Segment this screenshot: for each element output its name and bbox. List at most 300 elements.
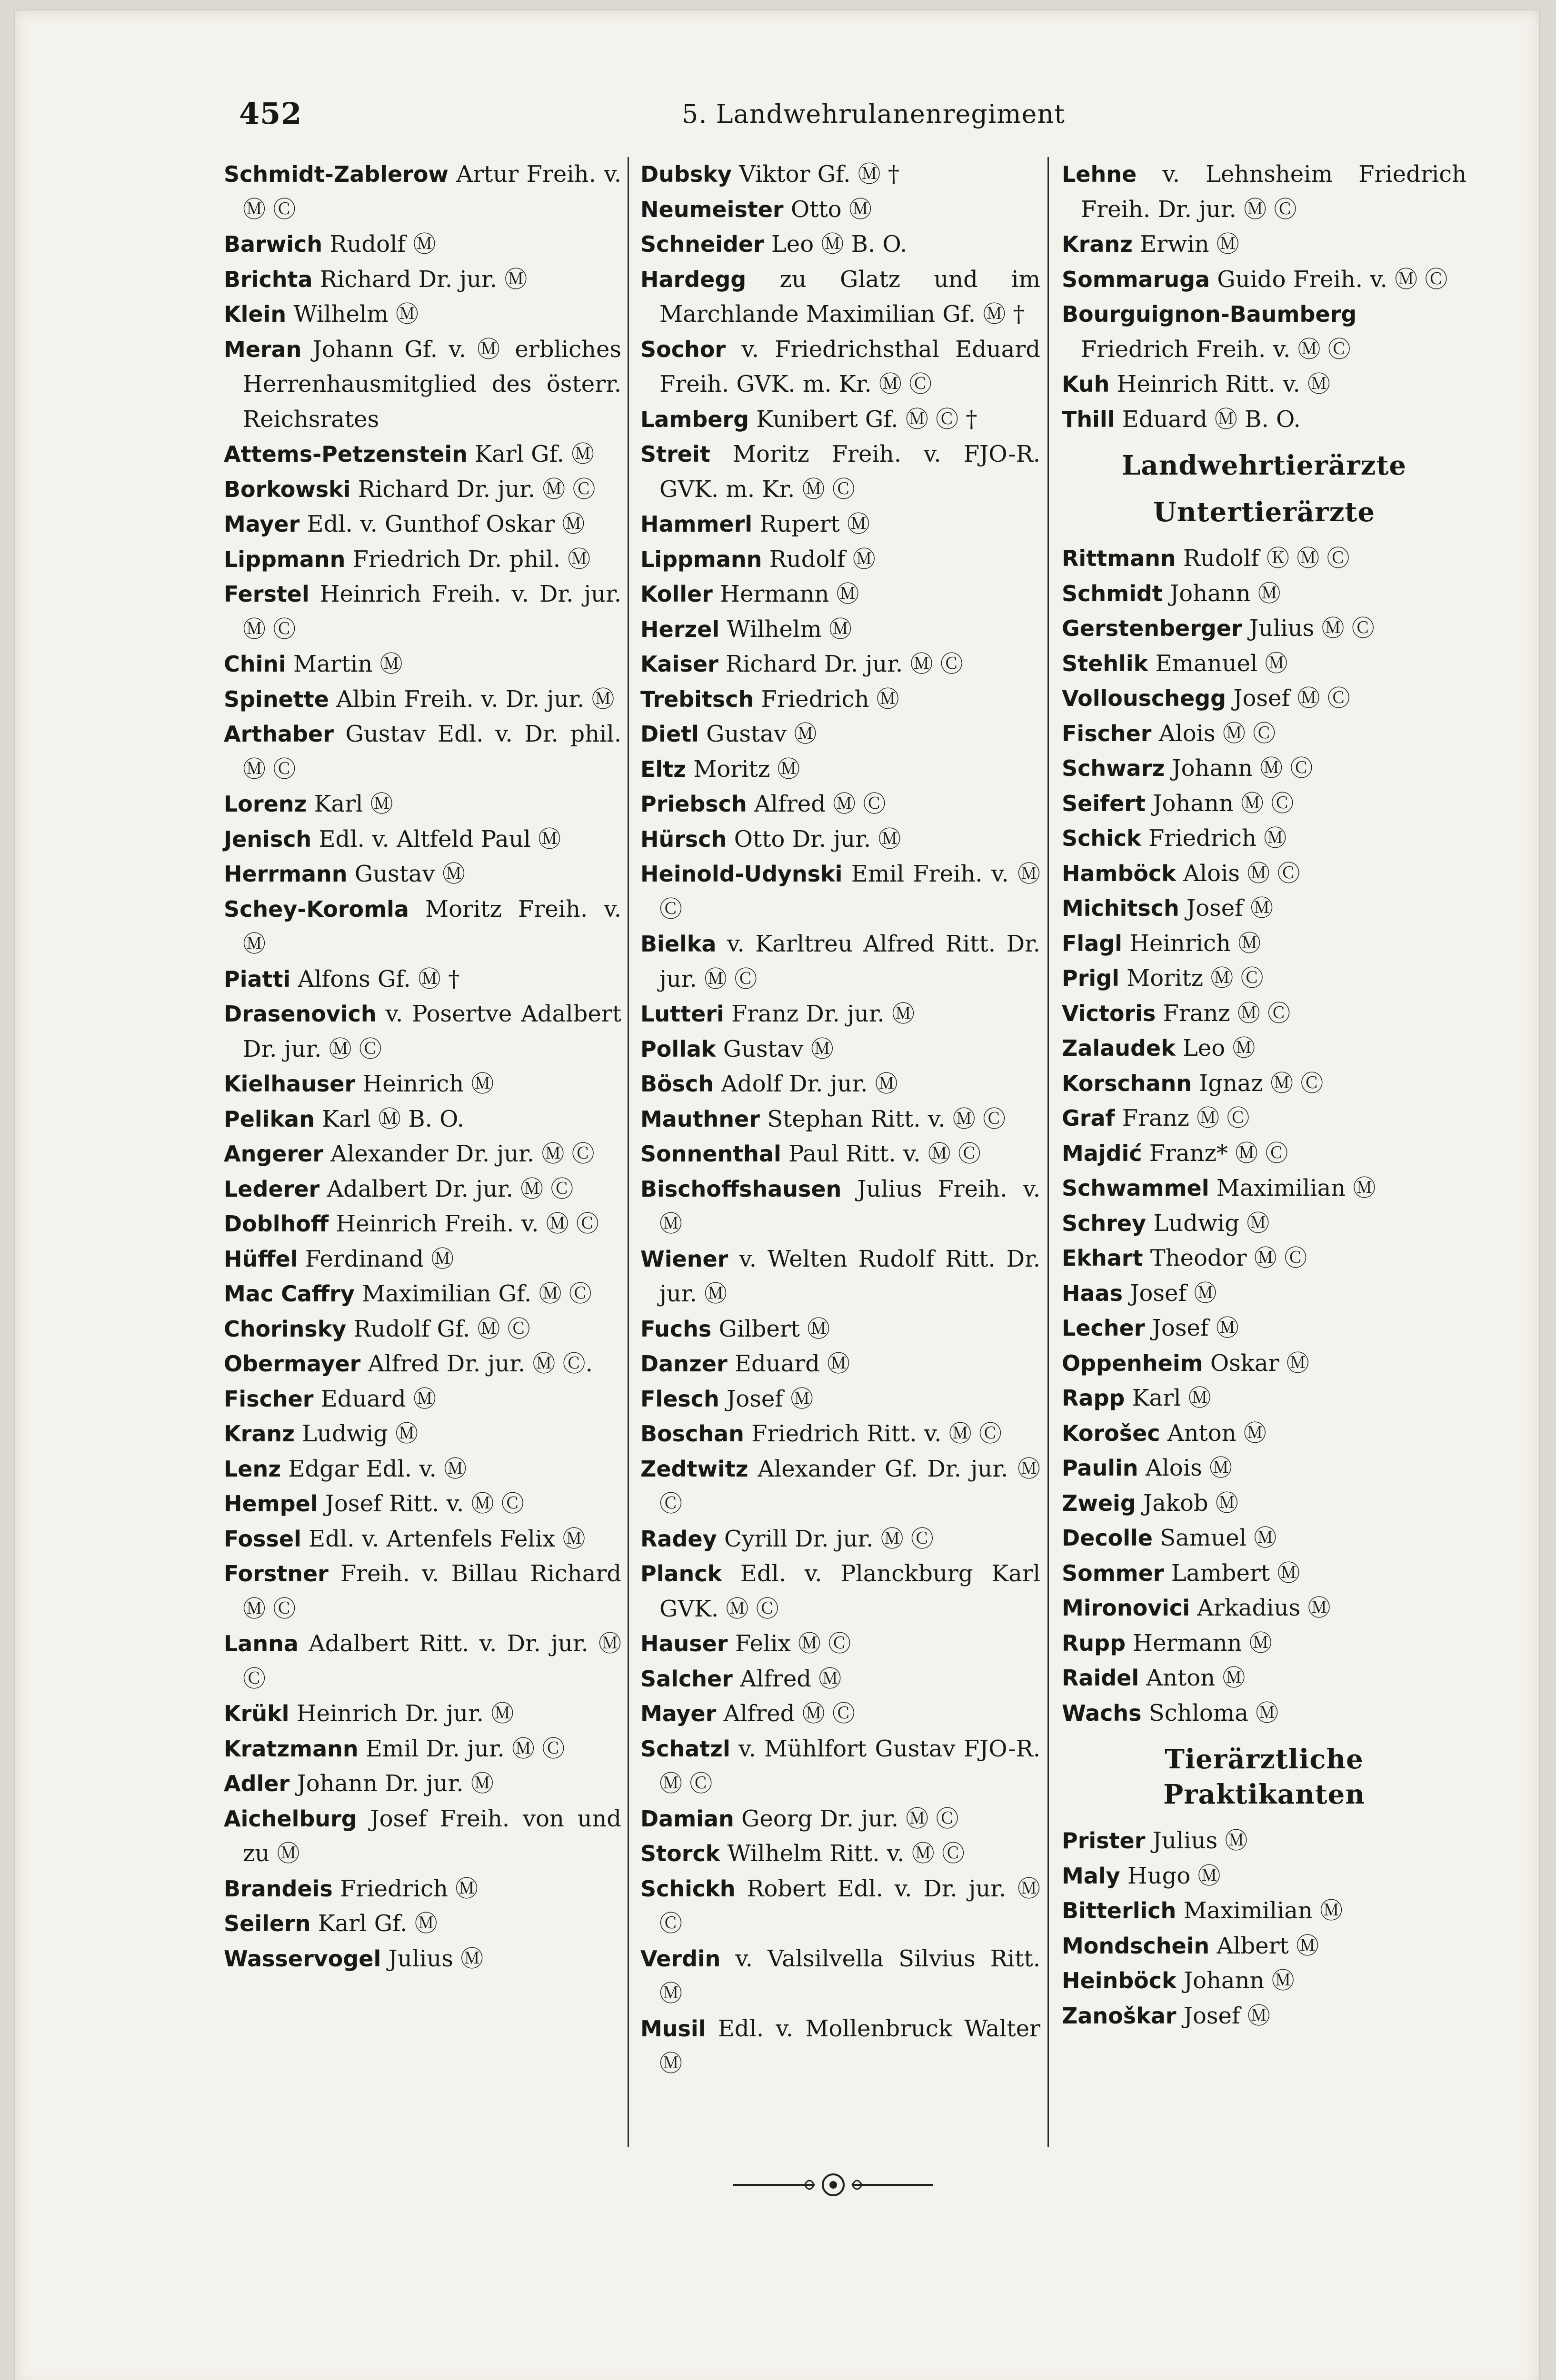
entry-surname: Mondschein (1062, 1933, 1210, 1959)
list-item (640, 752, 1040, 787)
entry-details: Edl. v. Gunthof Oskar Ⓜ (299, 511, 585, 537)
section-heading-untertieraerzte: Untertierärzte (1153, 496, 1375, 528)
list-item (640, 1732, 1040, 1802)
entry-surname: Raidel (1062, 1665, 1139, 1691)
entry-surname: Heinböck (1062, 1968, 1177, 1993)
list-item (1062, 367, 1466, 402)
list-item (224, 472, 621, 507)
entry-surname: Victoris (1062, 1000, 1156, 1026)
entry-details: Gilbert Ⓜ (711, 1315, 830, 1342)
list-item (224, 1732, 621, 1767)
list-item (1062, 716, 1466, 752)
entry-details: Friedrich Dr. phil. Ⓜ (345, 545, 591, 573)
entry-details: Friedrich Ⓜ (332, 1875, 479, 1902)
entry-surname: Lorenz (224, 791, 307, 817)
entry-details: Adolf Dr. jur. Ⓜ (714, 1071, 898, 1097)
list-item (224, 1277, 621, 1312)
list-item (1062, 646, 1466, 682)
entry-surname: Trebitsch (640, 686, 754, 712)
list-item (1062, 1486, 1466, 1521)
entry-surname: Prigl (1062, 965, 1119, 991)
entry-surname: Obermayer (224, 1351, 361, 1377)
list-item (224, 1207, 621, 1242)
entry-details: Moritz Ⓜ (686, 755, 800, 783)
entry-surname: Angerer (224, 1141, 324, 1167)
entry-details: Emil Freih. v. Ⓜ Ⓒ (659, 861, 1040, 922)
entry-details: Anton Ⓜ (1160, 1419, 1267, 1447)
entry-surname: Salcher (640, 1666, 733, 1692)
entry-surname: Michitsch (1062, 895, 1179, 921)
entry-details: Wilhelm Ⓜ (286, 301, 419, 327)
list-item (640, 507, 1040, 542)
entry-surname: Kaiser (640, 651, 718, 677)
list-item (640, 227, 1040, 262)
entry-details: Johann Dr. jur. Ⓜ (289, 1770, 494, 1797)
list-item (224, 1067, 621, 1102)
entry-details: Josef Ⓜ (1176, 2002, 1270, 2029)
list-item (640, 2012, 1040, 2082)
entry-surname: Chorinsky (224, 1316, 347, 1342)
list-item (1062, 1346, 1466, 1381)
entry-surname: Schmidt (1062, 580, 1163, 606)
entry-surname: Lippmann (640, 546, 762, 572)
entry-surname: Fischer (1062, 720, 1152, 746)
entry-surname: Schwarz (1062, 755, 1165, 781)
list-item (640, 577, 1040, 612)
list-item (640, 1172, 1040, 1242)
page-header (225, 96, 1406, 153)
entry-surname: Klein (224, 301, 287, 327)
entry-details: Ludwig Ⓜ (294, 1420, 419, 1447)
entry-details: Erwin Ⓜ (1132, 231, 1239, 258)
section-heading-landwehrtieraerzte: Landwehrtierärzte (1122, 450, 1406, 481)
list-item (640, 1662, 1040, 1697)
entry-surname: Fuchs (640, 1316, 712, 1342)
entry-details: Franz Ⓜ Ⓒ (1156, 1000, 1291, 1027)
list-item (224, 1766, 621, 1802)
entry-details: Gustav Ⓜ (698, 721, 817, 747)
list-item (224, 1417, 621, 1452)
list-item (224, 892, 621, 962)
list-item (1062, 1964, 1466, 1999)
entry-surname: Mayer (640, 1701, 717, 1726)
entry-details: Georg Dr. jur. Ⓜ Ⓒ (734, 1805, 959, 1832)
column-divider-2 (1047, 157, 1049, 2147)
entry-details: Heinrich Freih. v. Dr. jur. Ⓜ Ⓒ (243, 581, 621, 643)
entry-surname: Doblhoff (224, 1211, 329, 1237)
entry-surname: Aichelburg (224, 1805, 357, 1832)
entry-details: Jakob Ⓜ (1136, 1489, 1238, 1517)
list-item (1062, 1101, 1466, 1136)
entry-details: Eduard Ⓜ (313, 1385, 436, 1412)
list-item (224, 822, 621, 857)
list-item (224, 507, 621, 542)
entry-details: Eduard Ⓜ B. O. (1115, 406, 1301, 433)
entry-surname: Kuh (1062, 371, 1110, 397)
entry-details: Otto Dr. jur. Ⓜ (727, 825, 901, 853)
list-item (640, 1802, 1040, 1837)
entry-details: Adalbert Dr. jur. Ⓜ Ⓒ (319, 1175, 574, 1202)
entry-details: Anton Ⓜ (1139, 1665, 1246, 1691)
entry-surname: Rittmann (1062, 545, 1176, 571)
entry-details: Heinrich Ⓜ (355, 1071, 494, 1097)
entry-details: Gustav Ⓜ (347, 861, 465, 887)
entry-surname: Herzel (640, 616, 720, 642)
entry-details: Richard Dr. jur. Ⓜ Ⓒ (350, 476, 596, 503)
list-item (1062, 262, 1466, 298)
list-item (640, 997, 1040, 1032)
list-item (1062, 1206, 1466, 1241)
entry-surname: Sommer (1062, 1560, 1164, 1586)
entry-details: Gustav Edl. v. Dr. phil. Ⓜ Ⓒ (243, 721, 621, 783)
list-item (1062, 541, 1466, 576)
entry-surname: Flesch (640, 1386, 719, 1412)
list-item (1062, 297, 1466, 367)
entry-surname: Fischer (224, 1386, 314, 1412)
list-item (1062, 227, 1466, 262)
list-item (224, 1137, 621, 1172)
list-item (640, 1032, 1040, 1067)
end-ornament (733, 2171, 933, 2199)
list-item (640, 192, 1040, 228)
list-item (224, 1242, 621, 1277)
page-number: 452 (239, 96, 302, 131)
entry-details: Friedrich Ⓜ (1141, 825, 1287, 852)
entry-surname: Wachs (1062, 1700, 1142, 1726)
entry-surname: Brichta (224, 266, 313, 292)
list-item (1062, 1451, 1466, 1486)
entry-details: Rudolf Ⓜ (322, 231, 436, 258)
entry-surname: Mayer (224, 511, 300, 537)
entry-details: Josef Ⓜ Ⓒ (1226, 685, 1350, 712)
entry-details: Franz Dr. jur. Ⓜ (724, 1001, 915, 1027)
list-item (224, 1557, 621, 1626)
entry-surname: Sonnenthal (640, 1141, 781, 1167)
entry-surname: Planck (640, 1561, 722, 1587)
entry-details: Wilhelm Ⓜ (719, 615, 852, 643)
list-item (224, 227, 621, 262)
entry-details: Viktor Gf. Ⓜ † (731, 161, 899, 188)
entry-surname: Dubsky (640, 161, 732, 187)
list-item (224, 542, 621, 577)
entry-surname: Bischoffshausen (640, 1176, 842, 1202)
entry-surname: Prister (1062, 1828, 1146, 1854)
entry-details: Wilhelm Ritt. v. Ⓜ Ⓒ (720, 1840, 965, 1867)
entry-details: Richard Dr. jur. Ⓜ (312, 266, 528, 293)
list-item (224, 1802, 621, 1872)
list-item (224, 682, 621, 717)
entry-details: Martin Ⓜ (286, 651, 403, 677)
entry-surname: Lutteri (640, 1001, 724, 1027)
entry-details: Kunibert Gf. Ⓜ Ⓒ † (749, 406, 977, 433)
entry-surname: Korošec (1062, 1420, 1160, 1446)
entry-details: Karl Ⓜ (1125, 1385, 1211, 1411)
list-item (640, 822, 1040, 857)
entry-surname: Kranz (224, 1421, 295, 1447)
list-item (1062, 1521, 1466, 1556)
list-item (1062, 786, 1466, 822)
entry-surname: Attems-Petzenstein (224, 441, 468, 467)
list-item (640, 542, 1040, 577)
list-item (224, 1452, 621, 1487)
column-3-mid-list (1062, 541, 1466, 1731)
entry-surname: Krükl (224, 1701, 289, 1726)
entry-surname: Herrmann (224, 861, 348, 887)
list-item (640, 1696, 1040, 1732)
list-item (224, 997, 621, 1067)
entry-details: Lambert Ⓜ (1164, 1559, 1300, 1587)
entry-details: Alfred Dr. jur. Ⓜ Ⓒ. (360, 1350, 593, 1377)
column-3-top-list (1062, 157, 1466, 437)
list-item (1062, 681, 1466, 716)
entry-details: Arkadius Ⓜ (1189, 1595, 1331, 1621)
entry-surname: Zalaudek (1062, 1035, 1176, 1061)
entry-details: Julius Ⓜ Ⓒ (1242, 615, 1375, 642)
entry-details: Robert Edl. v. Dr. jur. Ⓜ Ⓒ (659, 1875, 1040, 1937)
page-title: 5. Landwehrulanenregiment (682, 99, 1065, 129)
entry-details: Josef Ritt. v. Ⓜ Ⓒ (318, 1490, 524, 1517)
list-item (640, 332, 1040, 402)
entry-surname: Schneider (640, 231, 764, 257)
list-item (1062, 1381, 1466, 1416)
entry-details: Alexander Dr. jur. Ⓜ Ⓒ (323, 1140, 595, 1167)
entry-surname: Lippmann (224, 546, 346, 572)
entry-surname: Verdin (640, 1945, 721, 1972)
entry-details: Gustav Ⓜ (716, 1035, 834, 1062)
list-item (640, 787, 1040, 822)
entry-details: Friedrich Ritt. v. Ⓜ Ⓒ (744, 1420, 1002, 1447)
column-divider-1 (628, 157, 629, 2147)
entry-surname: Danzer (640, 1351, 728, 1377)
list-item (640, 437, 1040, 507)
list-item (224, 1626, 621, 1696)
entry-surname: Kratzmann (224, 1735, 359, 1762)
entry-details: Rudolf Ⓚ Ⓜ Ⓒ (1176, 545, 1350, 572)
entry-details: Heinrich Ⓜ (1122, 930, 1261, 957)
list-item (1062, 157, 1466, 227)
entry-details: Alfred Ⓜ Ⓒ (747, 791, 886, 817)
list-item (1062, 1311, 1466, 1346)
entry-details: Edgar Edl. v. Ⓜ (281, 1455, 467, 1482)
list-item (640, 402, 1040, 437)
entry-surname: Spinette (224, 686, 329, 712)
entry-details: Johann Ⓜ Ⓒ (1145, 790, 1294, 817)
list-item (640, 157, 1040, 192)
entry-surname: Seifert (1062, 790, 1146, 816)
entry-surname: Schick (1062, 825, 1141, 851)
entry-surname: Adler (224, 1771, 290, 1796)
entry-surname: Paulin (1062, 1455, 1138, 1481)
list-item (1062, 611, 1466, 646)
list-item (1062, 821, 1466, 856)
entry-details: Oskar Ⓜ (1203, 1349, 1309, 1377)
entry-surname: Rapp (1062, 1385, 1125, 1411)
entry-details: Maximilian Gf. Ⓜ Ⓒ (354, 1280, 592, 1307)
entry-surname: Thill (1062, 406, 1115, 432)
list-item (224, 1312, 621, 1347)
entry-surname: Priebsch (640, 791, 747, 817)
ornament-flourish-icon (733, 2171, 933, 2199)
entry-surname: Bitterlich (1062, 1898, 1177, 1924)
entry-details: Rupert Ⓜ (752, 511, 870, 537)
entry-surname: Majdić (1062, 1140, 1142, 1166)
list-item (640, 647, 1040, 682)
entry-details: Josef Freih. von und zu Ⓜ (243, 1805, 621, 1867)
list-item (224, 262, 621, 298)
list-item (1062, 1066, 1466, 1101)
entry-surname: Mironovici (1062, 1595, 1190, 1621)
entry-details: Johann Ⓜ Ⓒ (1165, 755, 1313, 782)
entry-surname: Haas (1062, 1280, 1123, 1306)
list-item (640, 1242, 1040, 1312)
list-item (640, 612, 1040, 647)
list-item (640, 717, 1040, 752)
entry-surname: Flagl (1062, 930, 1122, 956)
entry-surname: Kranz (1062, 231, 1133, 257)
column-3-bottom-list (1062, 1824, 1466, 2033)
entry-details: Alois Ⓜ Ⓒ (1176, 860, 1300, 887)
list-item (1062, 926, 1466, 962)
entry-surname: Pelikan (224, 1106, 315, 1132)
entry-details: Edl. v. Planckburg Karl GVK. Ⓜ Ⓒ (659, 1560, 1040, 1622)
entry-details: Josef Ⓜ (1179, 895, 1274, 922)
entry-surname: Chini (224, 651, 286, 677)
entry-details: Johann Ⓜ (1176, 1967, 1295, 1994)
entry-surname: Wiener (640, 1246, 728, 1272)
entry-details: Theodor Ⓜ Ⓒ (1143, 1245, 1307, 1271)
list-item (1062, 1929, 1466, 1964)
entry-details: Maximilian Ⓜ (1176, 1897, 1343, 1924)
entry-surname: Bielka (640, 931, 717, 957)
entry-surname: Sochor (640, 336, 726, 362)
entry-details: Friedrich Freih. v. Ⓜ Ⓒ (1081, 336, 1351, 363)
list-item (640, 1557, 1040, 1626)
list-item (640, 1137, 1040, 1172)
entry-surname: Jenisch (224, 826, 312, 852)
list-item (640, 1312, 1040, 1347)
list-item (640, 1102, 1040, 1137)
entry-surname: Hüffel (224, 1246, 298, 1272)
entry-details: Alfred Ⓜ Ⓒ (716, 1700, 855, 1727)
entry-surname: Piatti (224, 966, 291, 992)
entry-surname: Kielhauser (224, 1071, 356, 1097)
entry-surname: Eltz (640, 756, 686, 782)
entry-surname: Schrey (1062, 1210, 1147, 1236)
entry-surname: Damian (640, 1805, 734, 1832)
list-item (1062, 1241, 1466, 1276)
entry-surname: Boschan (640, 1421, 744, 1447)
entry-details: Guido Freih. v. Ⓜ Ⓒ (1210, 266, 1448, 293)
entry-details: Josef Ⓜ (1145, 1315, 1239, 1341)
list-item (640, 1942, 1040, 2012)
entry-details: Johann Ⓜ (1162, 580, 1281, 607)
list-item (1062, 1859, 1466, 1894)
entry-surname: Schickh (640, 1875, 736, 1902)
entry-surname: Arthaber (224, 721, 334, 747)
list-item (1062, 1626, 1466, 1661)
entry-details: Leo Ⓜ (1175, 1035, 1256, 1061)
entry-details: Emil Dr. jur. Ⓜ Ⓒ (358, 1735, 565, 1762)
entry-surname: Barwich (224, 231, 323, 257)
entry-surname: Zedtwitz (640, 1456, 748, 1482)
entry-surname: Lamberg (640, 406, 749, 432)
entry-details: Artur Freih. v. Ⓜ Ⓒ (243, 161, 621, 223)
list-item (224, 297, 621, 332)
entry-details: Ferdinand Ⓜ (298, 1245, 454, 1272)
entry-surname: Rupp (1062, 1630, 1126, 1656)
entry-surname: Zweig (1062, 1490, 1136, 1516)
entry-surname: Drasenovich (224, 1001, 377, 1027)
entry-details: Albin Freih. v. Dr. jur. Ⓜ (329, 685, 615, 713)
entry-details: Emanuel Ⓜ (1148, 650, 1288, 677)
entry-details: Friedrich Ⓜ (754, 685, 899, 713)
list-item (1062, 1136, 1466, 1171)
list-item (1062, 996, 1466, 1031)
entry-surname: Korschann (1062, 1070, 1192, 1096)
entry-surname: Vollouschegg (1062, 685, 1227, 711)
list-item (640, 1872, 1040, 1942)
list-item (640, 1836, 1040, 1872)
section-heading-praktikanten: Tierärztliche Praktikanten (1163, 1744, 1365, 1810)
entry-details: Alfred Ⓜ (732, 1665, 842, 1692)
entry-surname: Forstner (224, 1561, 329, 1587)
entry-details: Franz Ⓜ Ⓒ (1115, 1105, 1250, 1131)
entry-surname: Pollak (640, 1036, 716, 1062)
list-item (640, 1452, 1040, 1522)
entry-details: Eduard Ⓜ (727, 1350, 850, 1377)
entry-surname: Streit (640, 441, 710, 467)
list-item (1062, 961, 1466, 996)
entry-surname: Schmidt-Zablerow (224, 161, 449, 187)
entry-details: Franz* Ⓜ Ⓒ (1142, 1140, 1288, 1167)
entry-details: Heinrich Freih. v. Ⓜ Ⓒ (329, 1210, 599, 1237)
entry-surname: Musil (640, 2015, 706, 2042)
list-item (640, 1382, 1040, 1417)
entry-details: Heinrich Dr. jur. Ⓜ (289, 1700, 514, 1727)
list-item (1062, 1824, 1466, 1859)
list-item (640, 1067, 1040, 1102)
entry-surname: Lanna (224, 1631, 299, 1656)
entry-surname: Radey (640, 1526, 717, 1552)
list-item (224, 332, 621, 437)
list-item (224, 577, 621, 647)
entry-details: Julius Ⓜ (381, 1945, 484, 1972)
list-item (640, 682, 1040, 717)
entry-details: Karl Ⓜ B. O. (314, 1105, 464, 1132)
entry-surname: Hauser (640, 1631, 728, 1656)
column-3 (1062, 157, 1466, 2033)
list-item (1062, 1696, 1466, 1731)
entry-surname: Hempel (224, 1491, 318, 1517)
entry-details: Karl Gf. Ⓜ (467, 441, 595, 467)
entry-surname: Wasservogel (224, 1945, 381, 1972)
list-item (640, 262, 1040, 332)
column-1 (224, 157, 621, 1976)
entry-surname: Dietl (640, 721, 699, 747)
entry-details: Moritz Ⓜ Ⓒ (1119, 965, 1264, 992)
entry-details: Edl. v. Mollenbruck Walter Ⓜ (659, 2015, 1040, 2077)
entry-surname: Heinold-Udynski (640, 861, 843, 887)
list-item (1062, 1556, 1466, 1591)
list-item (224, 1102, 621, 1137)
list-item (224, 157, 621, 227)
entry-surname: Hürsch (640, 826, 727, 852)
list-item (224, 717, 621, 787)
entry-surname: Oppenheim (1062, 1350, 1203, 1376)
entry-details: Leo Ⓜ B. O. (764, 231, 908, 258)
entry-surname: Lehne (1062, 161, 1137, 187)
entry-details: v. Lehnsheim Friedrich Freih. Dr. jur. Ⓜ Ⓒ (1081, 161, 1466, 223)
